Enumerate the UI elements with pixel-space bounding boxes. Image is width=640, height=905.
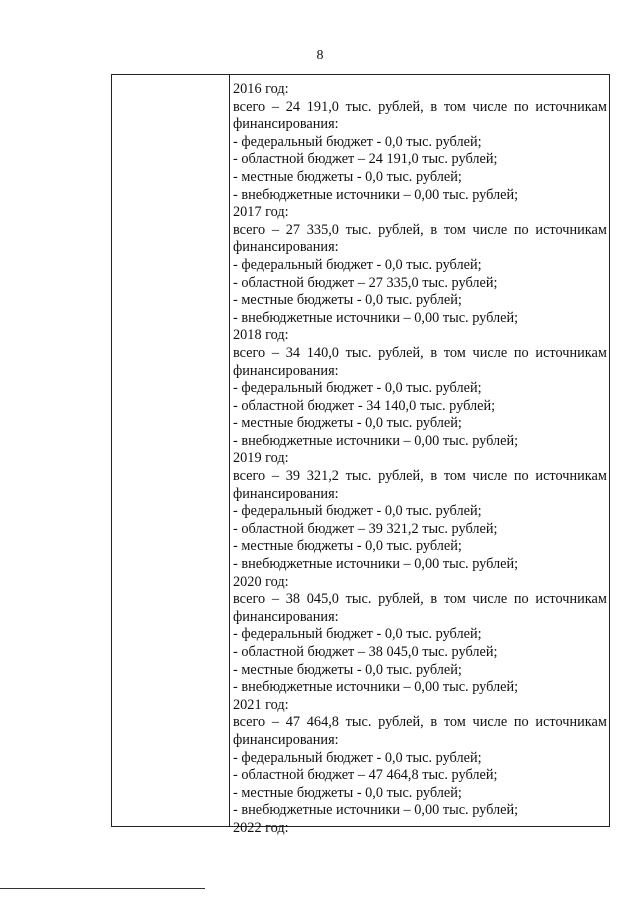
year-heading: 2017 год:: [233, 204, 289, 221]
federal-budget-line: - федеральный бюджет - 0,0 тыс. рублей;: [233, 749, 482, 766]
total-line: всего – 39 321,2 тыс. рублей, в том числе по источникам: [233, 468, 607, 485]
year-block-2020: [233, 574, 607, 697]
year-heading: 2020 год:: [233, 573, 289, 590]
local-budget-line: - местные бюджеты - 0,0 тыс. рублей;: [233, 168, 462, 185]
extrabudgetary-line: - внебюджетные источники – 0,00 тыс. рублей;: [233, 556, 519, 573]
extrabudgetary-line: - внебюджетные источники – 0,00 тыс. рублей;: [233, 802, 519, 819]
financing-label: финансирования:: [233, 731, 339, 748]
funding-details-cell: [230, 75, 609, 836]
extrabudgetary-line: - внебюджетные источники – 0,00 тыс. рублей;: [233, 679, 519, 696]
financing-label: финансирования:: [233, 362, 339, 379]
regional-budget-line: - областной бюджет – 24 191,0 тыс. рублей;: [233, 151, 498, 168]
extrabudgetary-line: - внебюджетные источники – 0,00 тыс. рублей;: [233, 186, 519, 203]
total-line: всего – 38 045,0 тыс. рублей, в том числе по источникам: [233, 591, 607, 608]
regional-budget-line: - областной бюджет – 38 045,0 тыс. рублей;: [233, 644, 498, 660]
federal-budget-line: - федеральный бюджет - 0,0 тыс. рублей;: [233, 503, 482, 520]
year-block-2019: [233, 450, 607, 573]
financing-label: финансирования:: [233, 239, 339, 256]
year-block-2018: [233, 327, 607, 450]
financing-label: финансирования:: [233, 485, 339, 502]
footnote-separator: [0, 888, 205, 889]
year-heading: 2018 год:: [233, 327, 289, 344]
total-line: всего – 24 191,0 тыс. рублей, в том числе по источникам: [233, 98, 607, 115]
year-block-2017: [233, 204, 607, 327]
local-budget-line: - местные бюджеты - 0,0 тыс. рублей;: [233, 415, 462, 432]
regional-budget-line: - областной бюджет - 34 140,0 тыс. рублей;: [233, 397, 496, 414]
year-heading: 2019 год:: [233, 450, 289, 467]
total-line: всего – 27 335,0 тыс. рублей, в том числе по источникам: [233, 221, 607, 238]
local-budget-line: - местные бюджеты - 0,0 тыс. рублей;: [233, 784, 462, 801]
year-heading: 2016 год:: [233, 81, 289, 97]
regional-budget-line: - областной бюджет – 47 464,8 тыс. рублей;: [233, 767, 498, 784]
financing-label: финансирования:: [233, 608, 339, 625]
financing-label: финансирования:: [233, 116, 339, 133]
year-heading: 2021 год:: [233, 696, 289, 713]
table-label-cell: [112, 75, 230, 826]
regional-budget-line: - областной бюджет – 39 321,2 тыс. рублей;: [233, 520, 498, 537]
extrabudgetary-line: - внебюджетные источники – 0,00 тыс. рублей;: [233, 432, 519, 449]
funding-table: [111, 74, 610, 836]
year-heading-2022: 2022 год:: [233, 819, 289, 836]
total-line: всего – 47 464,8 тыс. рублей, в том числе по источникам: [233, 714, 607, 731]
federal-budget-line: - федеральный бюджет - 0,0 тыс. рублей;: [233, 256, 482, 273]
page-number: 8: [316, 48, 324, 63]
local-budget-line: - местные бюджеты - 0,0 тыс. рублей;: [233, 661, 462, 678]
regional-budget-line: - областной бюджет – 27 335,0 тыс. рублей;: [233, 274, 498, 291]
federal-budget-line: - федеральный бюджет - 0,0 тыс. рублей;: [233, 380, 482, 397]
local-budget-line: - местные бюджеты - 0,0 тыс. рублей;: [233, 538, 462, 555]
total-line: всего – 34 140,0 тыс. рублей, в том числе по источникам: [233, 344, 607, 361]
federal-budget-line: - федеральный бюджет - 0,0 тыс. рублей;: [233, 133, 482, 150]
year-block-2016: [233, 81, 607, 204]
local-budget-line: - местные бюджеты - 0,0 тыс. рублей;: [233, 292, 462, 309]
extrabudgetary-line: - внебюджетные источники – 0,00 тыс. рублей;: [233, 309, 519, 326]
year-block-2021: [233, 697, 607, 820]
federal-budget-line: - федеральный бюджет - 0,0 тыс. рублей;: [233, 626, 482, 643]
